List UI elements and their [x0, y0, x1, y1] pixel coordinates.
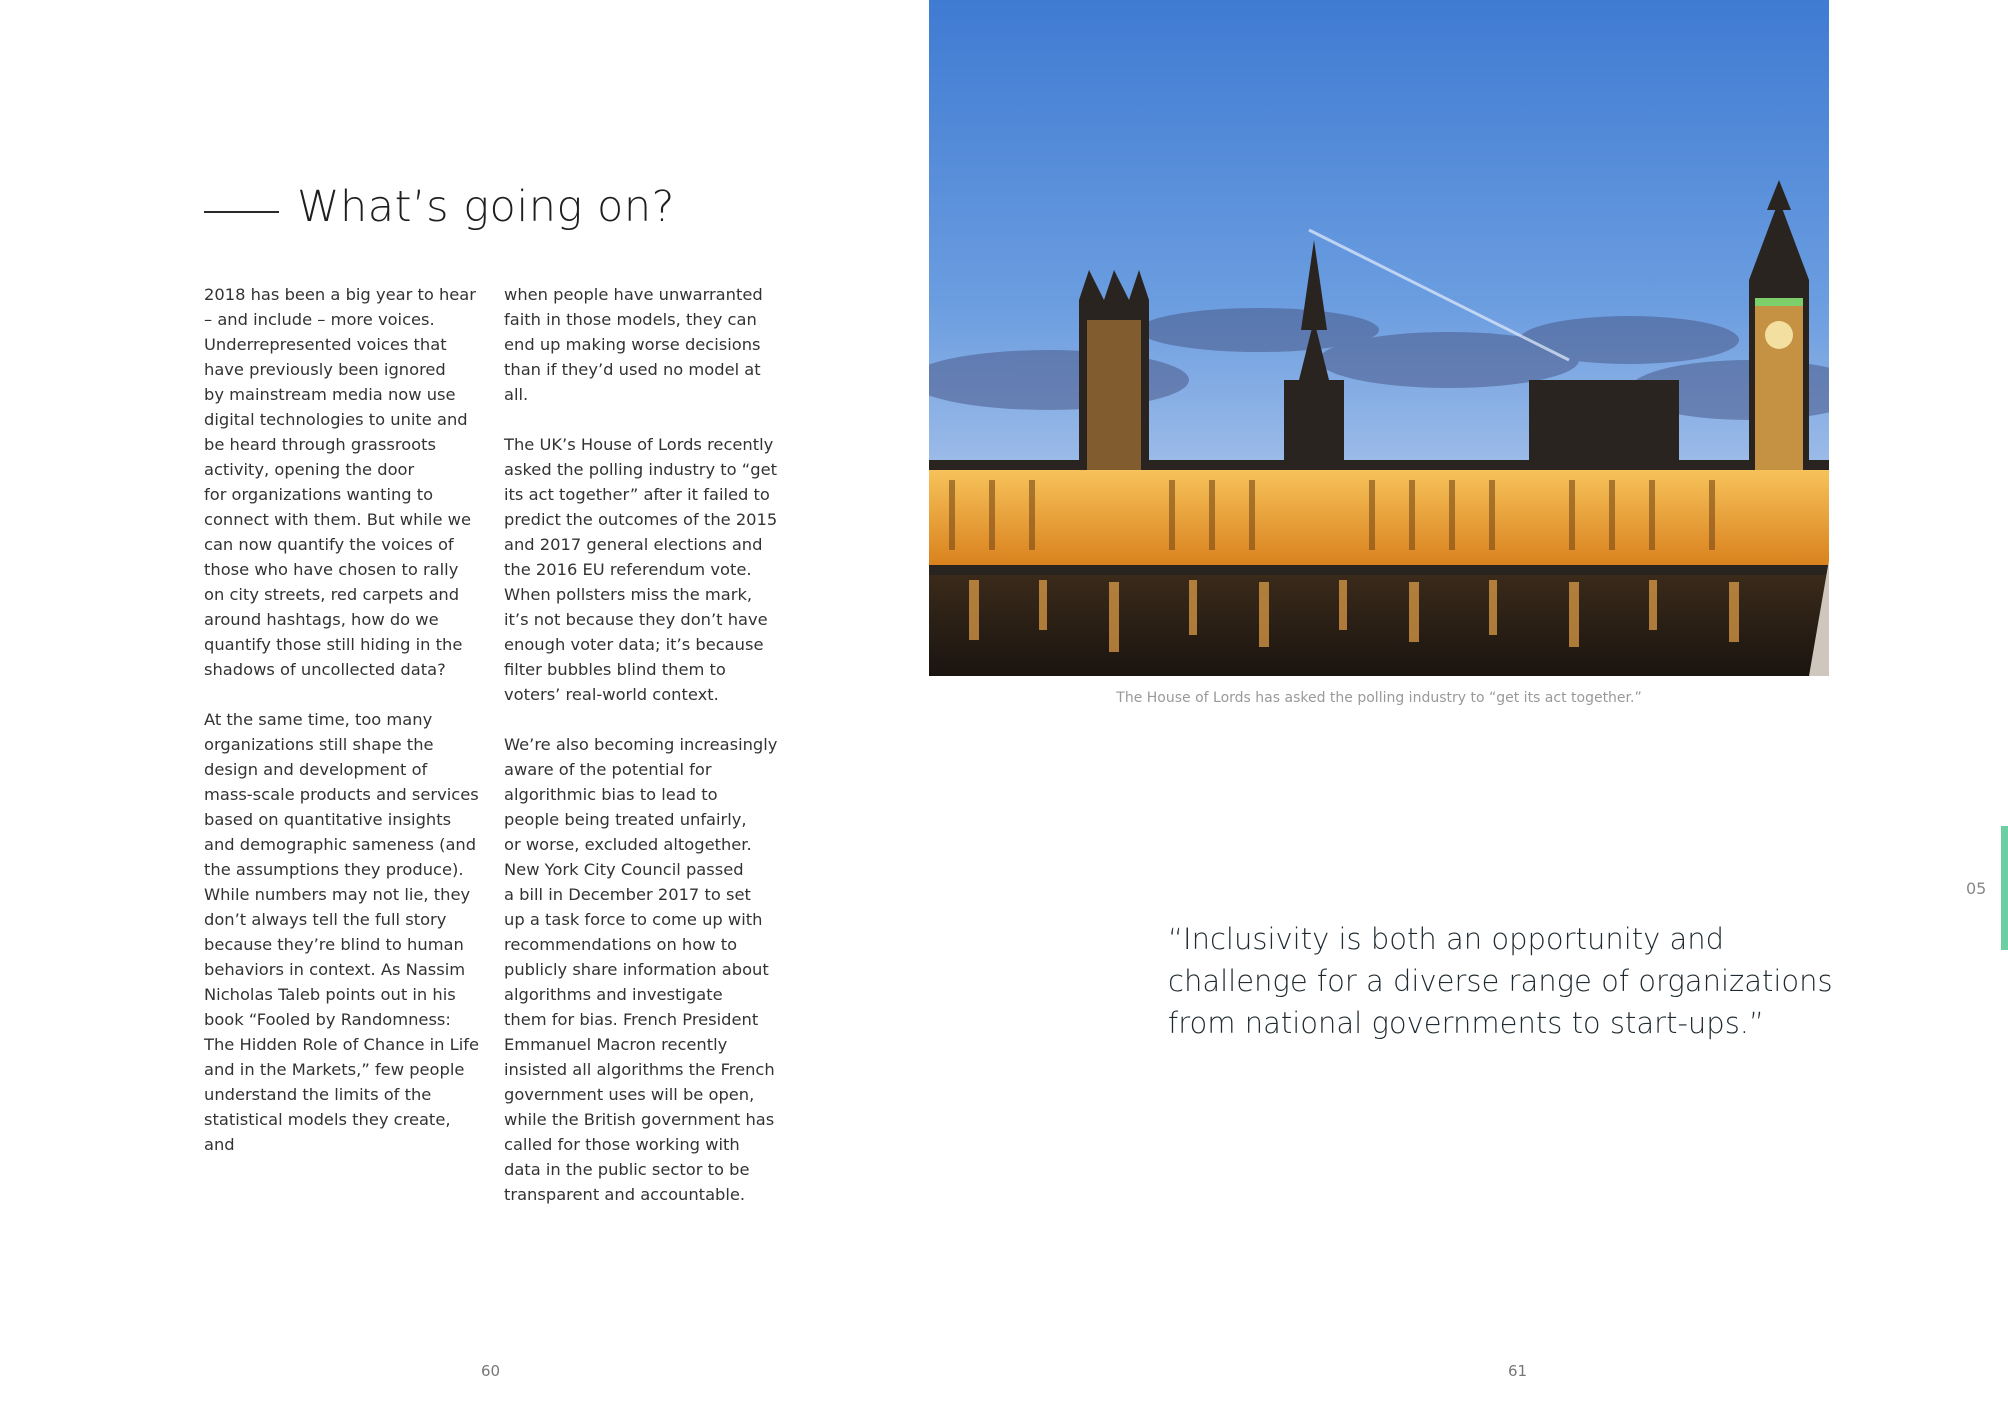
pull-quote: “Inclusivity is both an opportunity and challenge for a diverse range of organizations from national governments to start-ups.” — [1168, 922, 1833, 1040]
page-number-right: 61 — [1508, 1362, 1528, 1380]
page-number-left: 60 — [481, 1362, 501, 1380]
paragraph: The UK’s House of Lords recently asked the polling industry to “get its act together” after it failed to predict the outcomes of the 2015 and 2017 general elections and the 2016 EU referendum vote. When pollsters miss the mark, it’s not because they don’t have enough voter data; it’s because filter bubbles blind them to voters’ real-world context. — [504, 435, 778, 704]
paragraph: when people have unwarranted faith in those models, they can end up making worse decisions than if they’d used no model at all. — [504, 285, 763, 404]
parliament-photo — [929, 0, 1829, 676]
photo-caption: The House of Lords has asked the polling industry to “get its act together.” — [1116, 690, 1642, 706]
section-number: 05 — [1966, 879, 1987, 898]
text-column-right — [504, 282, 786, 1232]
paragraph: We’re also becoming increasingly aware of the potential for algorithmic bias to lead to people being treated unfairly, or worse, excluded altogether. New York City Council passed a bill in December 2017 to set up a task force to come up with recommendations on how to publicly share information about algorithms and investigate them for bias. French President Emmanuel Macron recently insisted all algorithms the French government uses will be open, while the British government has called for those working with data in the public sector to be transparent and accountable. — [504, 735, 778, 1204]
page-title: What’s going on? — [297, 182, 675, 232]
paragraph: 2018 has been a big year to hear – and include – more voices. Underrepresented voices that have previously been ignored by mainstream media now use digital technologies to unite and be heard through grassroots activity, opening the door for organizations wanting to connect with them. But while we can now quantify the voices of those who have chosen to rally on city streets, red carpets and around hashtags, how do we quantify those still hiding in the shadows of uncollected data? — [204, 285, 476, 679]
paragraph: At the same time, too many organizations still shape the design and development of mass-scale products and services based on quantitative insights and demographic sameness (and the assumptions they produce). While numbers may not lie, they don’t always tell the full story because they’re blind to human behaviors in context. As Nassim Nicholas Taleb points out in his book “Fooled by Randomness: The Hidden Role of Chance in Life and in the Markets,” few people understand the limits of the statistical models they create, and — [204, 710, 480, 1154]
text-column-left — [204, 282, 486, 1182]
section-tab-bar — [2001, 826, 2008, 950]
heading-rule — [204, 211, 279, 213]
